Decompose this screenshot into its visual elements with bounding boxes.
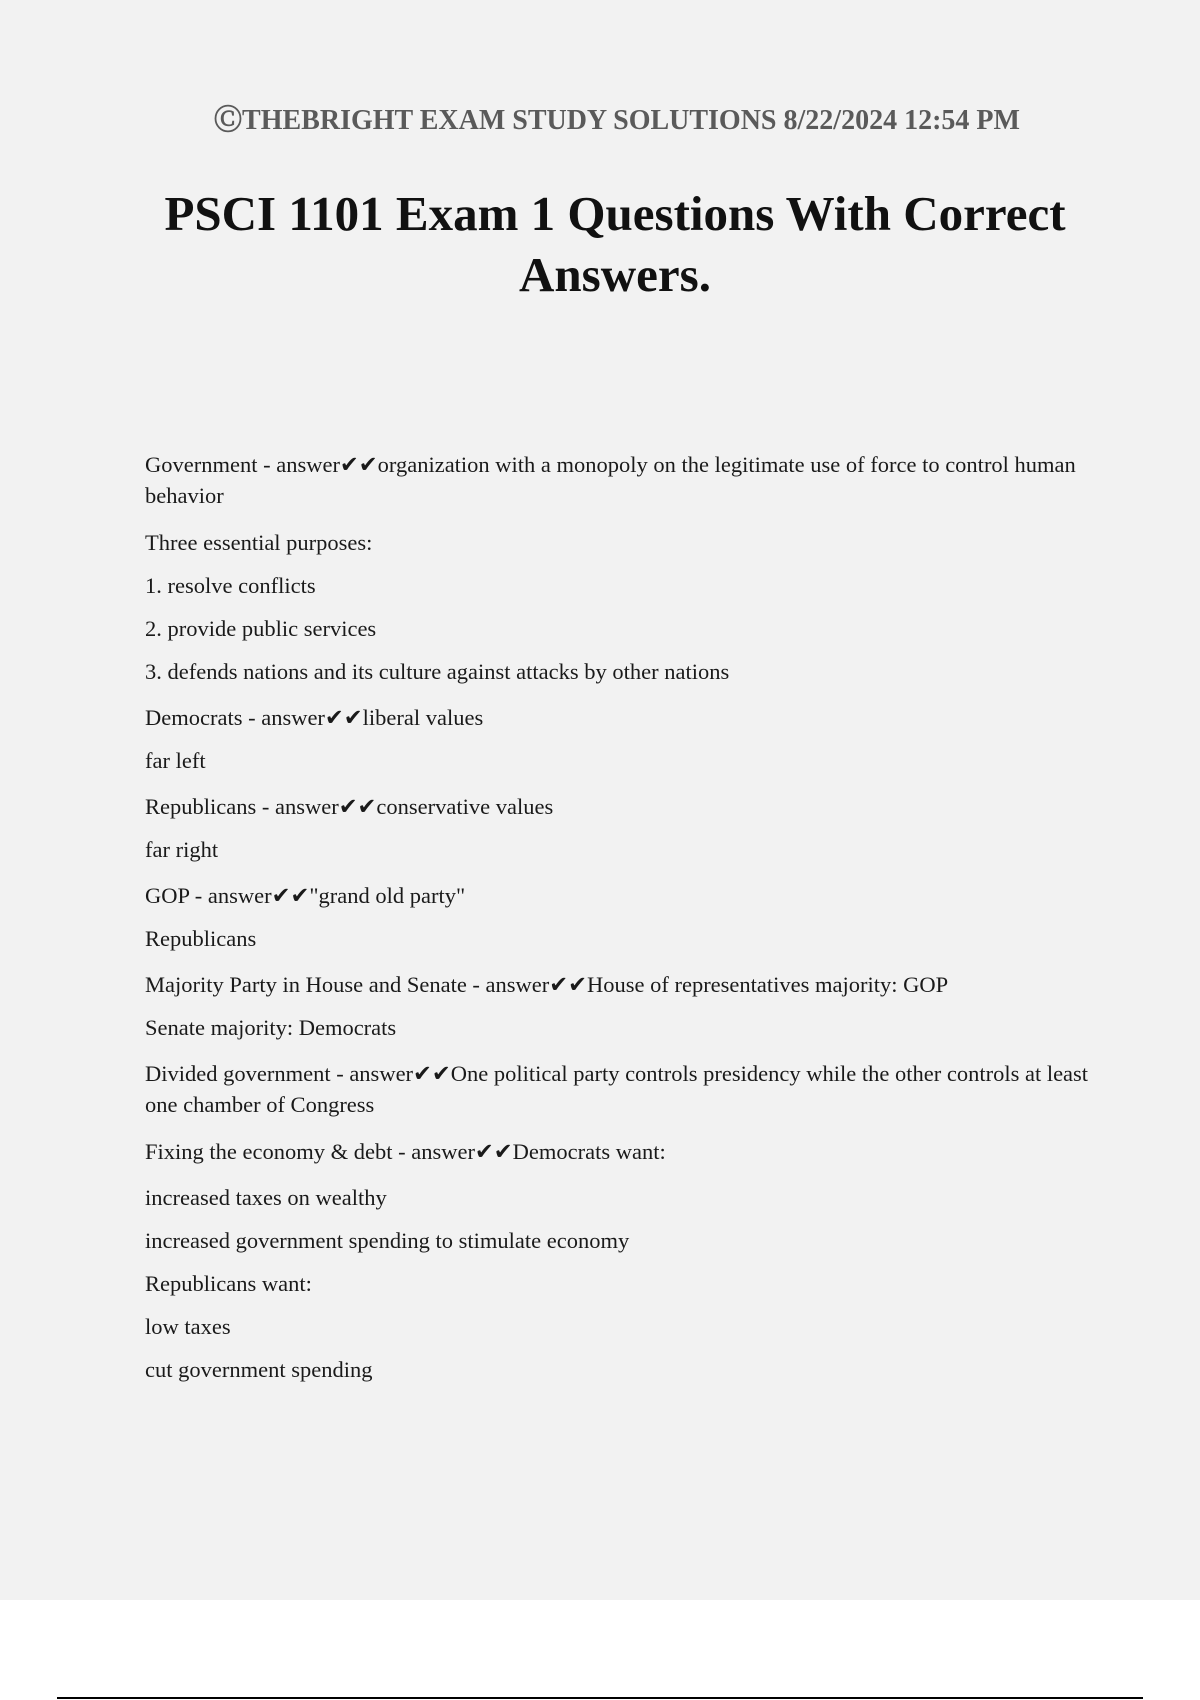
text-line: Divided government - answer✔✔One political party controls presidency while the other controls at least one chamber of Congress	[145, 1061, 1094, 1117]
text-line: Senate majority: Democrats	[145, 1015, 397, 1040]
text-line: 1. resolve conflicts	[145, 573, 316, 598]
text-line: Fixing the economy & debt - answer✔✔Democrats want:	[145, 1139, 666, 1164]
text-line: far left	[145, 748, 206, 773]
text-line: 3. defends nations and its culture against attacks by other nations	[145, 659, 730, 684]
text-line: increased taxes on wealthy	[145, 1185, 387, 1210]
text-line: Three essential purposes:	[145, 530, 373, 555]
text-line: low taxes	[145, 1314, 231, 1339]
text-line: increased government spending to stimulate economy	[145, 1228, 630, 1253]
watermark-header: ⒸTHEBRIGHT EXAM STUDY SOLUTIONS 8/22/2024 12:54 PM	[214, 105, 1020, 136]
text-line: cut government spending	[145, 1357, 373, 1382]
page-title: PSCI 1101 Exam 1 Questions With Correct Answers.	[164, 186, 1066, 302]
document-body	[145, 449, 1095, 1397]
text-line: Government - answer✔✔organization with a monopoly on the legitimate use of force to control human behavior	[145, 452, 1082, 508]
text-line: Republicans	[145, 926, 257, 951]
text-line: far right	[145, 837, 219, 862]
text-line: Republicans want:	[145, 1271, 312, 1296]
text-line: Majority Party in House and Senate - answer✔✔House of representatives majority: GOP	[145, 972, 949, 997]
footer-divider	[57, 1697, 1143, 1699]
text-line: Democrats - answer✔✔liberal values	[145, 705, 484, 730]
text-line: Republicans - answer✔✔conservative values	[145, 794, 554, 819]
text-line: GOP - answer✔✔"grand old party"	[145, 883, 466, 908]
text-line: 2. provide public services	[145, 616, 377, 641]
